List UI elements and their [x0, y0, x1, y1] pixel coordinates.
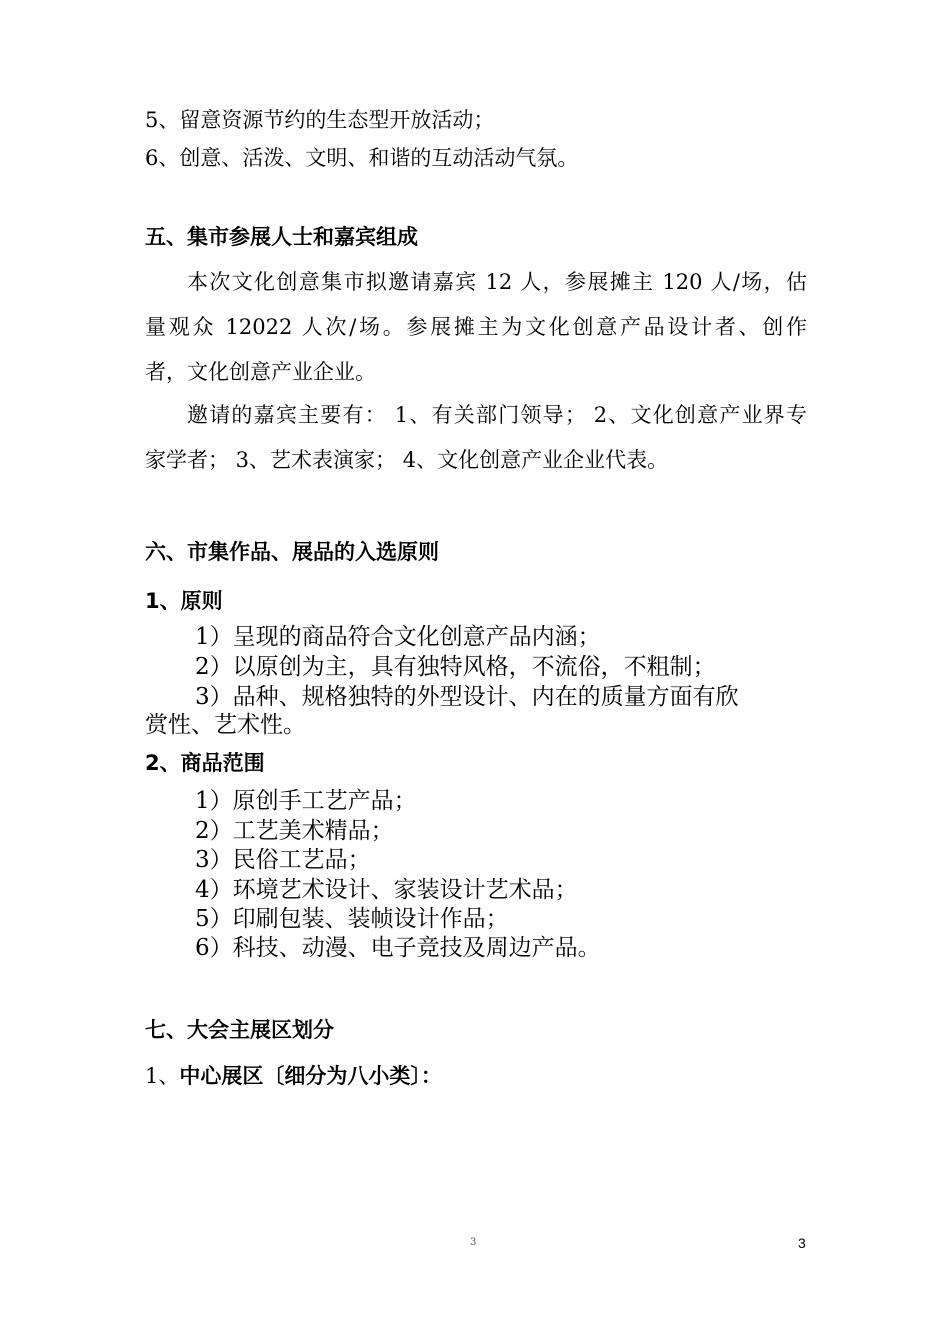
list-item: 1）呈现的商品符合文化创意产品内涵； [195, 624, 601, 650]
list-item: 3）民俗工艺品； [195, 847, 371, 873]
list-item: 1）原创手工艺产品； [195, 788, 417, 814]
section-heading: 五、集市参展人士和嘉宾组成 [145, 225, 418, 249]
list-item: 5）印刷包装、装帧设计作品； [195, 906, 509, 932]
subsection-heading: 2、商品范围 [145, 751, 265, 775]
paragraph-line: 者，文化创意产业企业。 [145, 360, 376, 384]
list-item: 2）工艺美术精品； [195, 818, 394, 844]
footer-page-number: 3 [798, 1235, 806, 1251]
subsection-heading-row [145, 1066, 442, 1087]
paragraph-line: 量观众 12022 人次/场。参展摊主为文化创意产品设计者、创作 [145, 315, 807, 339]
list-item-wrap: 赏性、艺术性。 [145, 712, 306, 738]
section-heading: 七、大会主展区划分 [145, 1018, 334, 1042]
list-item: 2）以原创为主，具有独特风格，不流俗，不粗制； [195, 654, 716, 680]
list-item: 6、创意、活泼、文明、和谐的互动活动气氛。 [145, 146, 579, 170]
subsection-heading: 1、原则 [145, 589, 223, 613]
subsection-heading: 中心展区〔细分为八小类〕： [179, 1064, 442, 1088]
paragraph-line: 家学者； 3、艺术表演家； 4、文化创意产业企业代表。 [145, 448, 669, 472]
list-item: 5、留意资源节约的生态型开放活动； [145, 108, 495, 132]
footer-page-number-center: 3 [470, 1237, 477, 1248]
list-item: 6）科技、动漫、电子竞技及周边产品。 [195, 935, 601, 961]
list-item: 3）品种、规格独特的外型设计、内在的质量方面有欣 [195, 684, 739, 710]
list-item: 4）环境艺术设计、家装设计艺术品； [195, 877, 578, 903]
section-heading: 六、市集作品、展品的入选原则 [145, 540, 439, 564]
paragraph-line: 邀请的嘉宾主要有： 1、有关部门领导； 2、文化创意产业界专 [187, 403, 807, 427]
paragraph-line: 本次文化创意集市拟邀请嘉宾 12 人，参展摊主 120 人/场，估 [187, 270, 807, 294]
subsection-number: 1、 [145, 1064, 180, 1088]
